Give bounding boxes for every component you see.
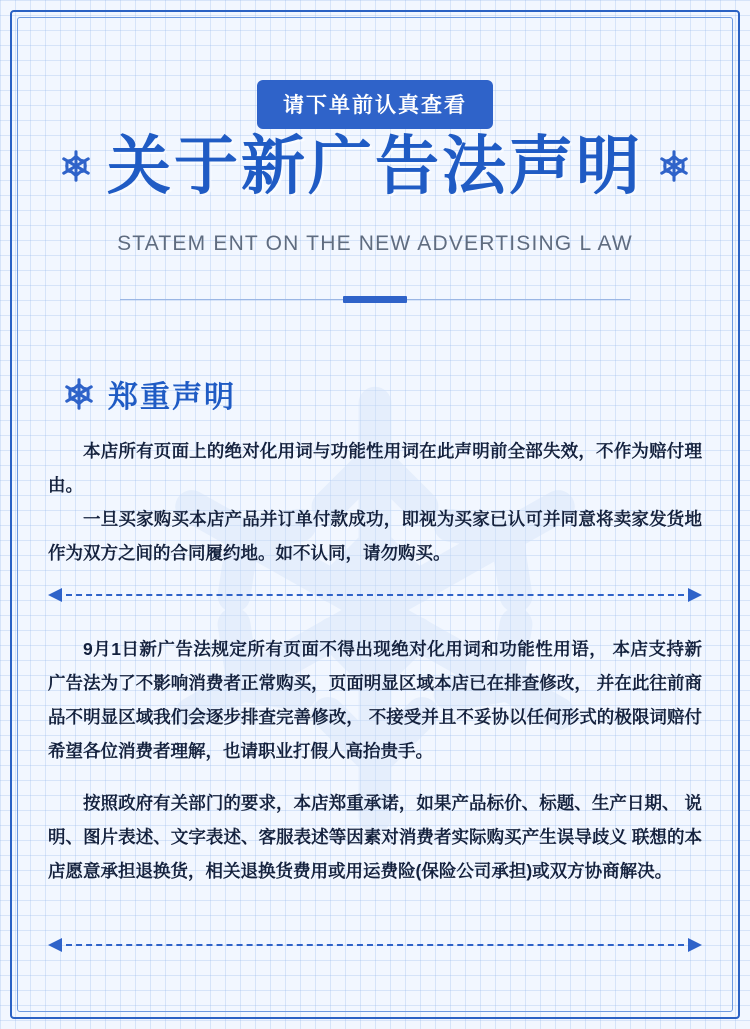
paragraph-3: 9月1日新广告法规定所有页面不得出现绝对化用词和功能性用语， 本店支持新广告法为了不影响消费者正常购买，页面明显区域本店已在排查修改， 并在此往前商品不明显区域我们会逐步排查完善修改， 不接受并且不妥协以任何形式的极限词赔付希望各位消费者理解，也请职业打假人高抬贵手。: [48, 639, 702, 761]
snowflake-icon: [62, 377, 96, 411]
arrow-right-icon: [688, 588, 702, 602]
dashed-line: [66, 944, 684, 946]
paragraph-2: 一旦买家购买本店产品并订单付款成功，即视为买家已认可并同意将卖家发货地作为双方之间的合同履约地。如不认同，请勿购买。: [48, 509, 702, 563]
page-subtitle: STATEM ENT ON THE NEW ADVERTISING L AW: [117, 232, 633, 255]
notice-badge: 请下单前认真查看: [257, 80, 493, 129]
divider-block: [343, 296, 407, 303]
title-row: [0, 130, 750, 202]
paragraph-1: 本店所有页面上的绝对化用词与功能性用词在此声明前全部失效，不作为赔付理由。: [48, 441, 702, 495]
divider-dashed-2: [48, 938, 702, 952]
paragraph-4: 按照政府有关部门的要求，本店郑重承诺，如果产品标价、标题、生产日期、 说明、图片表述、文字表述、客服表述等因素对消费者实际购买产生误导歧义 联想的本店愿意承担退换货，相关退换货费用或用运费险(保险公司承担)或双方协商解决。: [48, 793, 702, 881]
arrow-left-icon: [48, 938, 62, 952]
arrow-right-icon: [688, 938, 702, 952]
page-title: 关于新广告法声明: [107, 130, 643, 202]
section-heading-label: 郑重声明: [108, 381, 236, 414]
arrow-left-icon: [48, 588, 62, 602]
divider-dashed-1: [48, 588, 702, 602]
dashed-line: [66, 594, 684, 596]
snowflake-icon: [657, 149, 691, 183]
section-heading: [62, 372, 236, 416]
snowflake-icon: [59, 149, 93, 183]
title-divider: [120, 296, 630, 303]
